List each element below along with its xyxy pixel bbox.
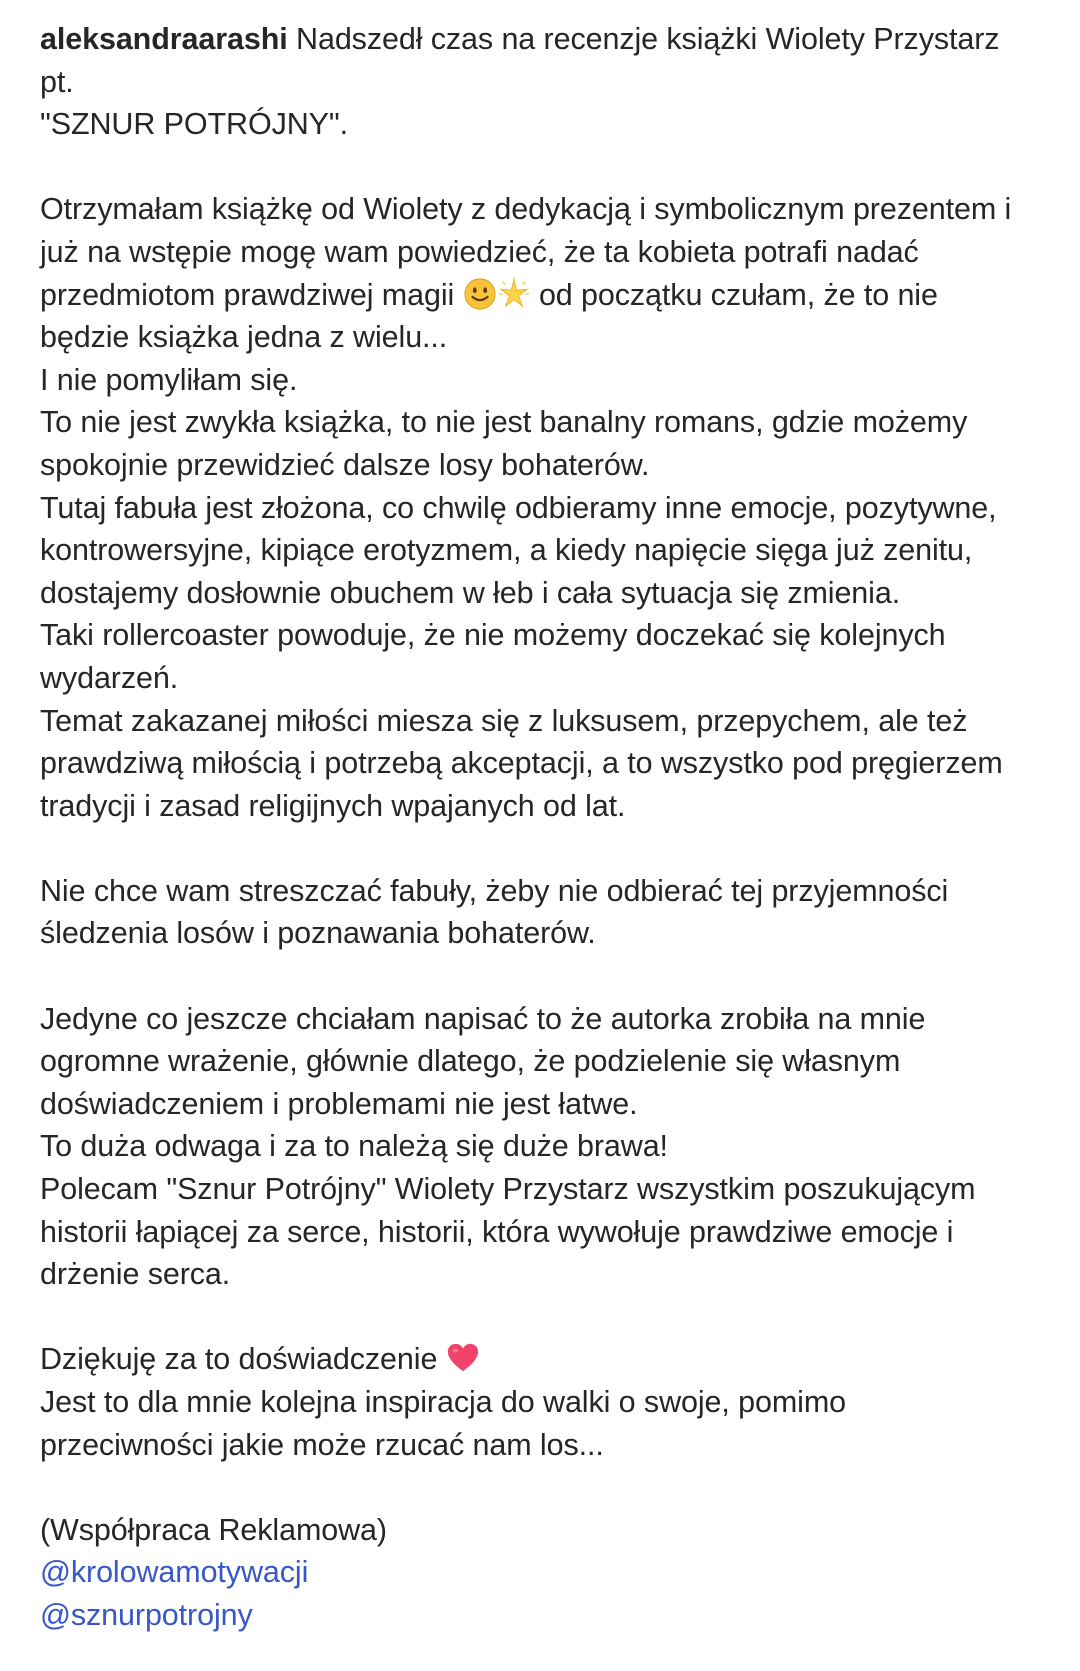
pink-heart-icon <box>446 1341 480 1375</box>
paragraph-spacer <box>40 146 1050 189</box>
paragraph-spacer <box>40 827 1050 870</box>
mention-link-krolowamotywacji[interactable]: @krolowamotywacji <box>40 1555 309 1590</box>
caption-line: Jest to dla mnie kolejna inspiracja do walki o swoje, pomimo <box>40 1385 847 1419</box>
caption-line: tradycji i zasad religijnych wpajanych od lat. <box>40 788 626 823</box>
caption-text: od początku czułam, że to nie <box>538 277 938 312</box>
glowing-star-icon <box>497 277 531 311</box>
caption-line: Tutaj fabuła jest złożona, co chwilę odbieramy inne emocje, pozytywne, <box>40 490 997 525</box>
caption-line: ogromne wrażenie, głównie dlatego, że podzielenie się własnym <box>40 1044 901 1079</box>
caption-line: "SZNUR POTRÓJNY". <box>40 107 349 142</box>
username-link[interactable]: aleksandraarashi <box>40 22 288 56</box>
caption-line: przeciwności jakie może rzucać nam los... <box>40 1427 604 1462</box>
paragraph-spacer <box>40 1466 1050 1509</box>
caption-line: Otrzymałam książkę od Wiolety z dedykacją i symbolicznym prezentem i <box>40 192 1012 227</box>
caption-line: dostajemy dosłownie obuchem w łeb i cała sytuacja się zmienia. <box>40 575 901 610</box>
caption-line <box>40 274 1050 317</box>
caption-line: drżenie serca. <box>40 1257 231 1292</box>
caption-line: To duża odwaga i za to należą się duże brawa! <box>40 1129 668 1164</box>
caption-line <box>40 1338 1050 1381</box>
caption-line: doświadczeniem i problemami nie jest łatwe. <box>40 1086 638 1121</box>
caption-line: historii łapiącej za serce, historii, która wywołuje prawdziwe emocje i <box>40 1214 954 1249</box>
caption-line: pt. <box>40 64 74 99</box>
mention-link-sznurpotrojny[interactable]: @sznurpotrojny <box>40 1597 253 1632</box>
caption-line: To nie jest zwykła książka, to nie jest banalny romans, gdzie możemy <box>40 405 968 440</box>
caption-line: będzie książka jedna z wielu... <box>40 320 448 355</box>
caption-text: Dziękuję za to doświadczenie <box>40 1342 438 1377</box>
caption-line: Jedyne co jeszcze chciałam napisać to że autorka zrobiła na mnie <box>40 1001 926 1036</box>
caption-line: Polecam "Sznur Potrójny" Wiolety Przystarz wszystkim poszukującym <box>40 1172 976 1207</box>
caption-line: prawdziwą miłością i potrzebą akceptacji, a to wszystko pod pręgierzem <box>40 746 1003 781</box>
caption-line: wydarzeń. <box>40 660 179 695</box>
caption-text: przedmiotom prawdziwej magii <box>40 277 455 312</box>
caption-line: już na wstępie mogę wam powiedzieć, że ta kobieta potrafi nadać <box>40 234 919 269</box>
caption-line: śledzenia losów i poznawania bohaterów. <box>40 916 596 951</box>
post-caption <box>40 18 1050 1637</box>
paragraph-spacer <box>40 955 1050 998</box>
paragraph-spacer <box>40 1296 1050 1339</box>
caption-line: Temat zakazanej miłości miesza się z luksusem, przepychem, ale też <box>40 703 968 738</box>
caption-line: kontrowersyjne, kipiące erotyzmem, a kiedy napięcie sięga już zenitu, <box>40 533 973 568</box>
slightly-smiling-face-icon <box>463 277 497 311</box>
caption-line: I nie pomyliłam się. <box>40 362 298 397</box>
caption-line: (Współpraca Reklamowa) <box>40 1512 387 1547</box>
caption-text: Nadszedł czas na recenzje książki Wiolety Przystarz <box>296 22 1000 56</box>
caption-line: Nie chce wam streszczać fabuły, żeby nie odbierać tej przyjemności <box>40 873 949 908</box>
caption-line: Taki rollercoaster powoduje, że nie możemy doczekać się kolejnych <box>40 618 946 653</box>
caption-line: spokojnie przewidzieć dalsze losy bohaterów. <box>40 447 650 482</box>
caption-line <box>40 18 1050 61</box>
